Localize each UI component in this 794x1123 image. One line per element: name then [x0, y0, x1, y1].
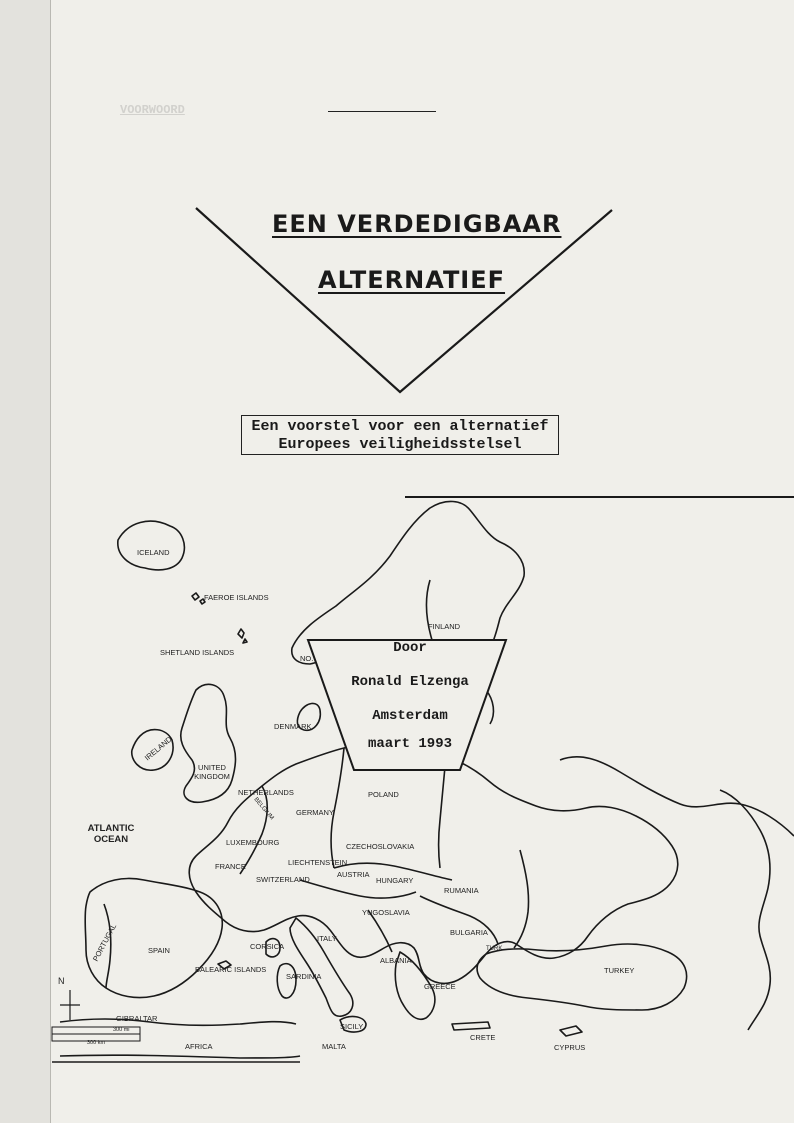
label-netherlands: NETHERLANDS — [238, 788, 294, 797]
label-albania: ALBANIA — [380, 956, 412, 965]
label-atlantic: ATLANTIC OCEAN — [87, 823, 135, 845]
label-north: N — [58, 976, 65, 986]
label-malta: MALTA — [322, 1042, 346, 1051]
label-portugal: PORTUGAL — [90, 922, 119, 963]
label-ireland: IRELAND — [142, 734, 174, 763]
label-switzerland: SWITZERLAND — [256, 875, 310, 884]
subtitle-line-2: Europees veiligheidsstelsel — [278, 436, 522, 453]
author-prefix: Door — [393, 640, 427, 656]
label-austria: AUSTRIA — [337, 870, 370, 879]
label-liechtenstein: LIECHTENSTEIN — [288, 858, 348, 867]
label-finland: FINLAND — [428, 622, 461, 631]
label-romania: RUMANIA — [444, 886, 479, 895]
label-sicily: SICILY — [340, 1022, 364, 1031]
label-turkey: TURKEY — [604, 966, 635, 975]
label-balearic: BALEARIC ISLANDS — [195, 965, 267, 974]
faded-bleedthrough-heading: VOORWOORD — [120, 103, 185, 117]
label-faeroe: FAEROE ISLANDS — [204, 593, 269, 602]
label-cyprus: CYPRUS — [554, 1043, 586, 1052]
label-germany: GERMANY — [296, 808, 334, 817]
label-luxembourg: LUXEMBOURG — [226, 838, 280, 847]
label-norway: NO. — [300, 654, 314, 663]
label-africa: AFRICA — [185, 1042, 213, 1051]
label-scale-km: 300 km — [87, 1040, 106, 1046]
label-iceland: ICELAND — [137, 548, 170, 557]
label-denmark: DENMARK — [274, 722, 312, 731]
label-sardinia: SARDINIA — [286, 972, 322, 981]
subtitle-line-1: Een voorstel voor een alternatief — [251, 418, 549, 435]
label-poland: POLAND — [368, 790, 399, 799]
label-scale-mi: 300 mi — [113, 1027, 130, 1033]
label-uk: UNITED KINGDOM — [194, 763, 230, 781]
europe-map-outline — [60, 501, 794, 1058]
place: Amsterdam — [372, 708, 448, 724]
label-greece: GREECE — [424, 982, 456, 991]
author-name: Ronald Elzenga — [351, 674, 469, 690]
label-hungary: HUNGARY — [376, 876, 414, 885]
label-turk: TURK — [486, 946, 503, 952]
top-rule — [328, 111, 436, 112]
label-spain: SPAIN — [148, 946, 170, 955]
label-yugoslavia: YUGOSLAVIA — [362, 908, 410, 917]
label-bulgaria: BULGARIA — [450, 928, 488, 937]
north-arrow-icon — [60, 990, 80, 1020]
label-corsica: CORSICA — [250, 942, 285, 951]
title-line-2: ALTERNATIEF — [318, 266, 506, 294]
label-crete: CRETE — [470, 1033, 496, 1042]
label-czechoslovakia: CZECHOSLOVAKIA — [346, 842, 415, 851]
label-france: FRANCE — [215, 862, 246, 871]
date: maart 1993 — [367, 736, 452, 752]
title-line-1: EEN VERDEDIGBAAR — [272, 210, 562, 238]
label-gibraltar: GIBRALTAR — [116, 1014, 158, 1023]
label-belgium: BELGIUM — [252, 796, 275, 822]
label-italy: ITALY — [317, 934, 337, 943]
label-shetland: SHETLAND ISLANDS — [160, 648, 235, 657]
subtitle-box — [241, 415, 559, 455]
